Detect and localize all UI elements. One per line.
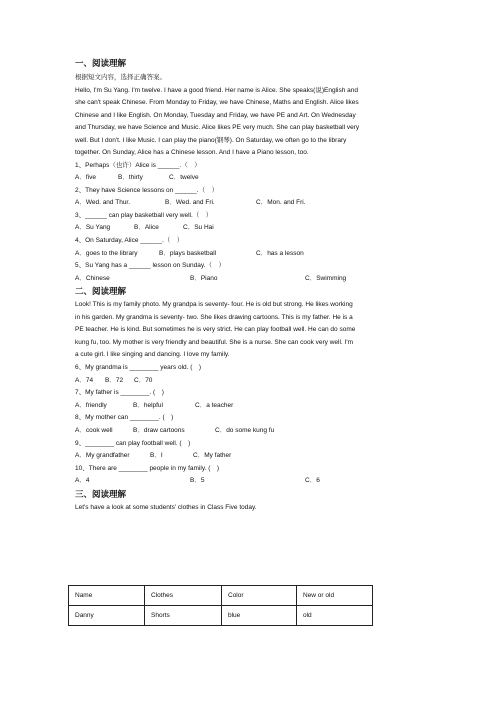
- question-10: 10、There are ________ people in my family. ( ): [75, 464, 220, 472]
- question-2: 2、They have Science lessons on ______.（ ）: [75, 186, 219, 194]
- option-c[interactable]: C．Mon. and Fri.: [256, 199, 306, 207]
- passage-line: Look! This is my family photo. My grandpa is seventy- four. He is old but strong. He likes working: [75, 301, 353, 309]
- option-c[interactable]: C．Su Hai: [183, 224, 214, 232]
- passage-line: PE teacher. He is kind. But sometimes he is very strict. He can play football well. He can do some: [75, 326, 356, 334]
- option-a[interactable]: A．Chinese: [75, 274, 110, 282]
- table-cell: Danny: [69, 606, 145, 626]
- option-c[interactable]: C．has a lesson: [256, 249, 304, 257]
- table-header: Name: [69, 586, 145, 606]
- section2-title: 二、阅读理解: [75, 287, 127, 298]
- question-8: 8、My mother can ________. ( ): [75, 414, 174, 422]
- option-b[interactable]: B．I: [150, 452, 163, 460]
- section3-title: 三、阅读理解: [75, 489, 127, 500]
- table-cell: old: [297, 606, 373, 626]
- option-b[interactable]: B．draw cartoons: [133, 426, 185, 434]
- question-7: 7、My father is ________. ( ): [75, 389, 164, 397]
- option-b[interactable]: B．72: [105, 376, 124, 384]
- table-cell: blue: [222, 606, 297, 626]
- passage-line: in his garden. My grandma is seventy- two. She likes drawing cartoons. This is my father. He is a: [75, 313, 353, 321]
- option-b[interactable]: B．plays basketball: [159, 249, 217, 257]
- option-b[interactable]: B．Wed. and Fri.: [165, 199, 215, 207]
- passage-line: a cute girl. I like singing and dancing. I love my family.: [75, 351, 230, 359]
- option-b[interactable]: B．Piano: [190, 274, 218, 282]
- option-a[interactable]: A．74: [75, 376, 94, 384]
- section2-passage: [75, 299, 425, 362]
- table-header: Clothes: [145, 586, 222, 606]
- option-a[interactable]: A．goes to the library: [75, 249, 138, 257]
- passage-line: together. On Sunday, Alice has a Chinese lesson. And I have a Piano lesson, too.: [75, 149, 309, 156]
- option-a[interactable]: A．Su Yang: [75, 224, 111, 232]
- question-1-options: [75, 172, 425, 185]
- clothes-table: [68, 585, 373, 626]
- table-header-row: [69, 586, 373, 606]
- question-5-options: [75, 273, 425, 286]
- option-a[interactable]: A．five: [75, 174, 96, 182]
- table-header: Color: [222, 586, 297, 606]
- option-a[interactable]: A．friendly: [75, 401, 107, 409]
- question-10-options: [75, 475, 425, 488]
- option-b[interactable]: B．helpful: [133, 401, 163, 409]
- question-9: 9、________ can play football well. ( ): [75, 439, 191, 447]
- question-8-options: [75, 425, 425, 438]
- option-c[interactable]: C．a teacher: [195, 401, 234, 409]
- passage-line: Hello, I'm Su Yang. I'm twelve. I have a good friend. Her name is Alice. She speaks(说)English and: [75, 86, 358, 94]
- section1-passage: [75, 85, 425, 160]
- option-b[interactable]: B．5: [190, 477, 205, 485]
- section1-instruction: 根据短文内容，选择正确答案。: [75, 73, 166, 81]
- question-6: 6、My grandma is ________ years old. ( ): [75, 363, 202, 371]
- question-1: 1、Perhaps（也许）Alice is ______.（ ）: [75, 161, 201, 169]
- option-b[interactable]: B．thirty: [118, 174, 143, 182]
- option-c[interactable]: C．do some kung fu: [215, 426, 275, 434]
- question-6-options: [75, 375, 425, 388]
- question-3-options: [75, 222, 425, 235]
- option-c[interactable]: C．twelve: [169, 174, 199, 182]
- passage-line: and Thursday, we have Science and Music. Alice likes PE very much. She can play basketball very: [75, 124, 360, 131]
- passage-line: kung fu, too. My mother is very friendly and beautiful. She is a nurse. She can cook very well. I'm: [75, 338, 353, 346]
- passage-line: she can't speak Chinese. From Monday to Friday, we have Chinese, Maths and English. Alice likes: [75, 99, 359, 106]
- worksheet: [75, 58, 425, 514]
- question-9-options: [75, 450, 425, 463]
- option-c[interactable]: C．Swimming: [305, 274, 347, 282]
- question-2-options: [75, 197, 425, 210]
- option-a[interactable]: A．cook well: [75, 426, 113, 434]
- option-a[interactable]: A．4: [75, 477, 90, 485]
- passage-line: well. But I don't. I like Music. I can play the piano(钢琴). On Saturday, we often go to the library: [75, 136, 347, 144]
- table-header: New or old: [297, 586, 373, 606]
- question-4: 4、On Saturday, Alice ______.（ ）: [75, 237, 184, 245]
- option-c[interactable]: C．My father: [193, 452, 232, 460]
- option-b[interactable]: B．Alice: [134, 224, 159, 232]
- option-a[interactable]: A．My grandfather: [75, 452, 130, 460]
- passage-line: Chinese and I like English. On Monday, Tuesday and Friday, we have PE and Art. On Wednesday: [75, 111, 356, 119]
- option-c[interactable]: C．6: [305, 477, 320, 485]
- section3-intro: Let's have a look at some students' clothes in Class Five today.: [75, 503, 257, 511]
- question-4-options: [75, 248, 425, 261]
- table-cell: Shorts: [145, 606, 222, 626]
- table-row: [69, 606, 373, 626]
- question-3: 3、______ can play basketball very well.（ ）: [75, 211, 213, 219]
- option-a[interactable]: A．Wed. and Thur.: [75, 199, 131, 207]
- question-7-options: [75, 400, 425, 413]
- section1-title: 一、阅读理解: [75, 59, 127, 69]
- option-c[interactable]: C．70: [134, 376, 153, 384]
- question-5: 5、Su Yang has a ______ lesson on Sunday.（ ）: [75, 262, 225, 270]
